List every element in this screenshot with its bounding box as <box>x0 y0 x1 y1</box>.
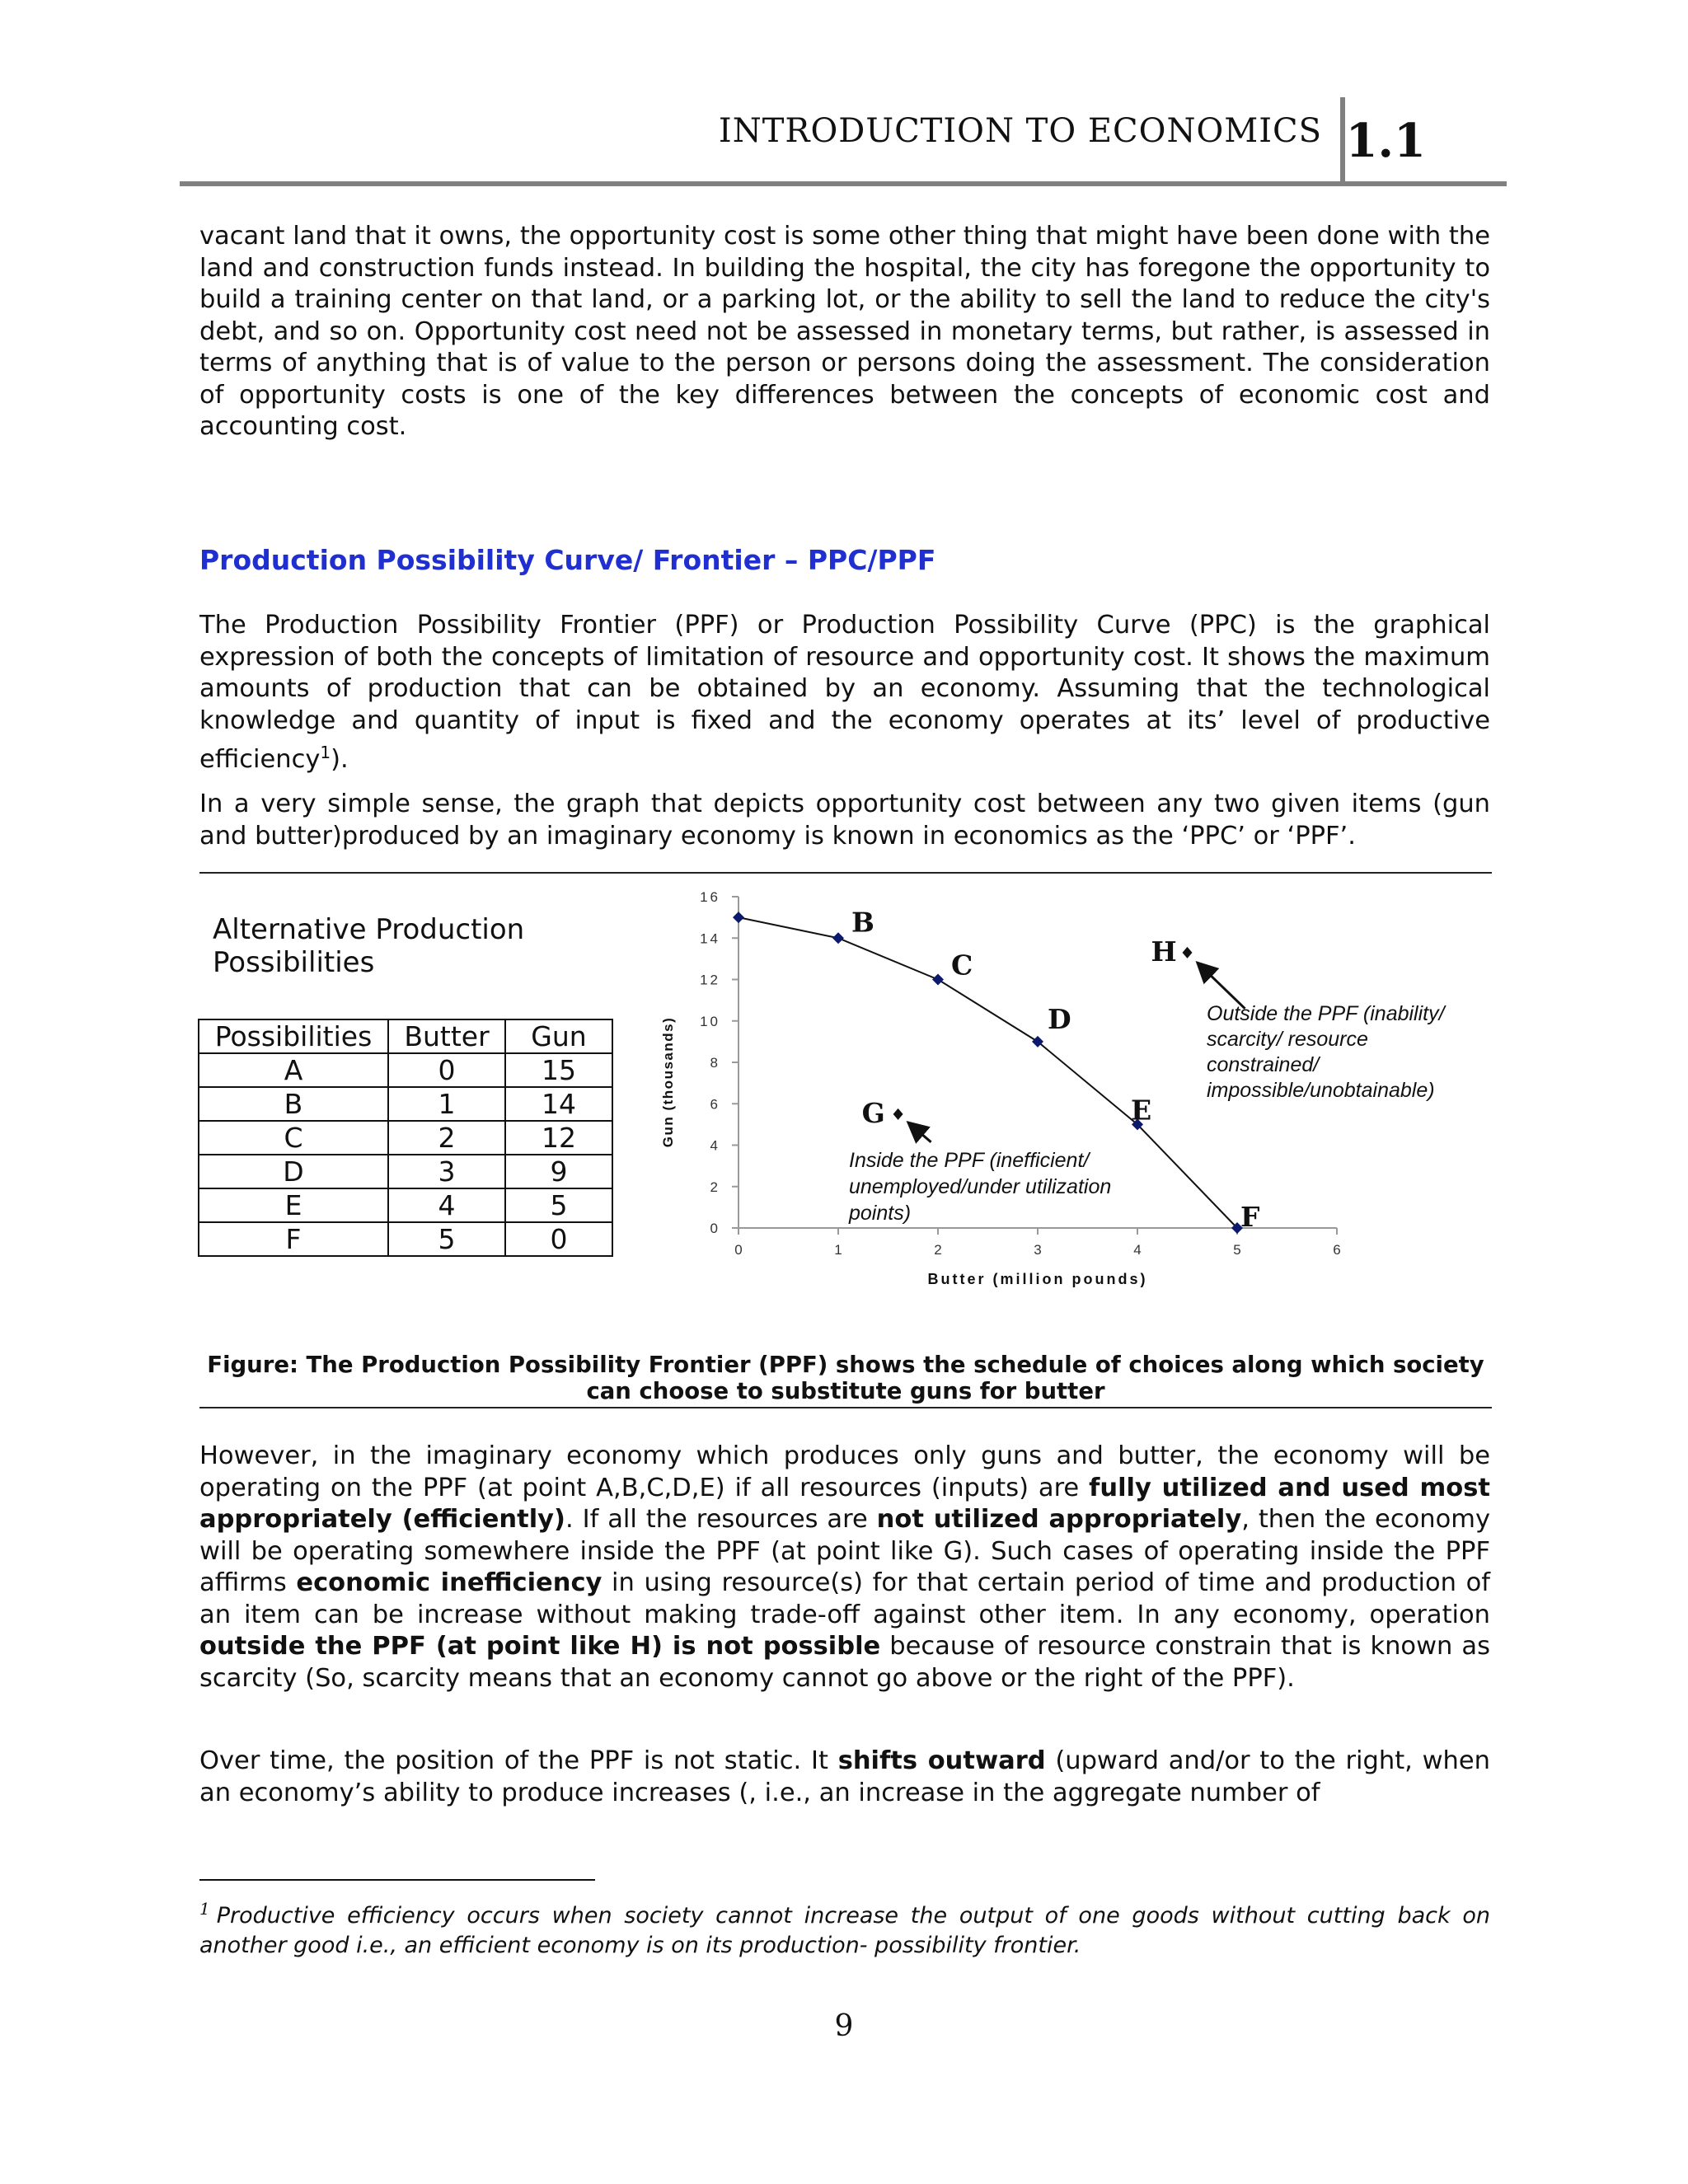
y-tick-label: 4 <box>710 1137 720 1154</box>
para4-text-1: However, in the imaginary economy which produces only guns and butter, the economy will be operating on the PPF (at point A,B,C,D,E) if all resources (inputs) are <box>199 1441 1490 1502</box>
table-cell: 14 <box>505 1087 612 1121</box>
paragraph-operating-ppf <box>199 1441 1490 1694</box>
table-cell: 3 <box>388 1155 505 1188</box>
table-title-line1: Alternative Production <box>213 913 525 946</box>
y-tick-label: 12 <box>700 972 720 988</box>
table-cell: 4 <box>388 1188 505 1222</box>
footnote <box>199 1894 1490 1961</box>
header-title: INTRODUCTION TO ECONOMICS <box>718 112 1322 150</box>
ppf-chart <box>643 874 1517 1302</box>
paragraph-opportunity-cost: vacant land that it owns, the opportunity cost is some other thing that might have been done with the land and construction funds instead. In building the hospital, the city has foregone the opportunity to build a training center on that land, or a parking lot, or the ability to sell the land to reduce the city's debt, and so on. Opportunity cost need not be assessed in monetary terms, but rather, is assessed in terms of anything that is of value to the person or persons doing the assessment. The consideration of opportunity costs is one of the key differences between the concepts of economic cost and accounting cost. <box>199 222 1490 441</box>
table-cell: 1 <box>388 1087 505 1121</box>
table-header-cell: Butter <box>388 1019 505 1053</box>
x-tick-label: 6 <box>1333 1242 1341 1258</box>
paragraph-ppf-shift <box>199 1746 1490 1809</box>
table-cell: 12 <box>505 1121 612 1155</box>
x-axis-label: Butter (million pounds) <box>927 1271 1148 1287</box>
table-cell: 2 <box>388 1121 505 1155</box>
point-label-f: F <box>1240 1201 1260 1233</box>
table-cell: E <box>199 1188 388 1222</box>
ppf-point <box>832 932 844 944</box>
annotation-inside-line: points) <box>849 1202 912 1225</box>
ppf-point <box>733 912 744 923</box>
footnote-rule <box>199 1879 595 1881</box>
y-tick-label: 2 <box>710 1179 720 1195</box>
point-label-g: G <box>861 1096 885 1129</box>
table-cell: A <box>199 1053 388 1087</box>
table-cell: D <box>199 1155 388 1188</box>
annotation-outside-line: constrained/ <box>1207 1053 1320 1076</box>
annotation-inside-line: unemployed/under utilization <box>849 1175 1112 1198</box>
y-tick-label: 8 <box>710 1055 720 1071</box>
point-h <box>1183 947 1193 958</box>
x-tick-label: 4 <box>1133 1242 1142 1258</box>
point-label-d: D <box>1048 1002 1071 1035</box>
page-number: 9 <box>834 2009 854 2043</box>
table-cell: 5 <box>388 1222 505 1256</box>
para4-text-2: . If all the resources are <box>565 1505 877 1534</box>
para4-text-3: , then the economy will be operating somewhere inside the PPF (at point like G). Such cases of operating inside the PPF affirms <box>199 1505 1491 1597</box>
table-row <box>199 1155 612 1188</box>
para4-text-5: because of resource constrain that is known as scarcity (So, scarcity means that an economy cannot go above or the right of the PPF). <box>199 1632 1491 1693</box>
para4-bold-1: fully utilized and used most appropriately (efficiently) <box>199 1473 1490 1534</box>
para4-bold-2: not utilized appropriately <box>876 1505 1242 1534</box>
table-header-cell: Possibilities <box>199 1019 388 1053</box>
point-label-e: E <box>1131 1094 1152 1127</box>
x-tick-label: 0 <box>734 1242 743 1258</box>
para4-bold-3: economic inefficiency <box>296 1568 603 1597</box>
table-title-line2: Possibilities <box>213 946 375 979</box>
x-tick-label: 5 <box>1233 1242 1241 1258</box>
figure-bottom-rule <box>199 1407 1492 1408</box>
table-cell: F <box>199 1222 388 1256</box>
y-tick-label: 14 <box>700 930 720 947</box>
table-cell: 9 <box>505 1155 612 1188</box>
x-tick-label: 3 <box>1034 1242 1042 1258</box>
x-tick-label: 1 <box>834 1242 842 1258</box>
table-row <box>199 1121 612 1155</box>
section-title: Production Possibility Curve/ Frontier – PPC/PPF <box>199 544 936 576</box>
y-tick-label: 6 <box>710 1096 720 1113</box>
point-label-c: C <box>951 949 973 982</box>
paragraph-gun-butter: In a very simple sense, the graph that depicts opportunity cost between any two given items (gun and butter)produced by an imaginary economy is known in economics as the ‘PPC’ or ‘PPF’. <box>199 790 1490 851</box>
chapter-number: 1.1 <box>1345 114 1426 168</box>
para5-bold-1: shifts outward <box>837 1746 1046 1775</box>
point-label-h: H <box>1151 935 1177 968</box>
footnote-text: Productive efficiency occurs when society cannot increase the output of one goods without cutting back on another good i.e., an efficient economy is on its production- possibility frontier. <box>199 1903 1490 1958</box>
para4-bold-4: outside the PPF (at point like H) is not possible <box>199 1632 881 1661</box>
ppf-definition-tail: ). <box>331 745 349 775</box>
annotation-inside-line: Inside the PPF (inefficient/ <box>849 1149 1090 1172</box>
table-cell: 5 <box>505 1188 612 1222</box>
annotation-outside-line: Outside the PPF (inability/ <box>1207 1002 1445 1025</box>
point-label-b: B <box>851 906 874 939</box>
table-row <box>199 1222 612 1256</box>
y-tick-label: 16 <box>700 889 720 905</box>
annotation-outside-line: scarcity/ resource <box>1207 1028 1368 1051</box>
table-cell: 0 <box>505 1222 612 1256</box>
table-cell: C <box>199 1121 388 1155</box>
point-g <box>893 1108 903 1120</box>
para5-text-1: Over time, the position of the PPF is not static. It <box>199 1746 838 1775</box>
ppf-point <box>932 974 944 986</box>
paragraph-ppf-definition <box>199 610 1490 776</box>
y-tick-label: 10 <box>700 1013 720 1029</box>
table-cell: B <box>199 1087 388 1121</box>
page-header <box>180 97 1507 186</box>
table-row <box>199 1087 612 1121</box>
y-axis-label: Gun (thousands) <box>660 1016 676 1148</box>
para5-text-2: (upward and/or to the right, when an economy’s ability to produce increases (, i.e., an increase in the aggregate number of <box>199 1746 1490 1807</box>
x-tick-label: 2 <box>934 1242 942 1258</box>
table-row <box>199 1053 612 1087</box>
header-divider <box>1340 97 1345 181</box>
table-header-cell: Gun <box>505 1019 612 1053</box>
figure-caption: Figure: The Production Possibility Frontier (PPF) shows the schedule of choices along which society can choose to substitute guns for butter <box>207 1352 1484 1404</box>
table-row <box>199 1188 612 1222</box>
possibilities-table <box>198 1019 613 1257</box>
table-title <box>213 913 524 979</box>
table-header-row <box>199 1019 612 1053</box>
ppf-definition-text: The Production Possibility Frontier (PPF) or Production Possibility Curve (PPC) is the graphical expression of both the concepts of limitation of resource and opportunity cost. It shows the maximum amounts of production that can be obtained by an economy. Assuming that the technological knowledge and quantity of input is fixed and the economy operates at its’ level of productive efficiency <box>199 611 1490 775</box>
footnote-ref[interactable]: 1 <box>320 743 331 762</box>
annotation-outside-line: impossible/unobtainable) <box>1207 1079 1435 1102</box>
para4-text-4: in using resource(s) for that certain period of time and production of an item can be increase without making trade-off against other item. In any economy, operation <box>199 1568 1491 1629</box>
table-cell: 0 <box>388 1053 505 1087</box>
y-tick-label: 0 <box>710 1221 720 1236</box>
arrow-g <box>908 1122 931 1142</box>
footnote-marker: 1 <box>199 1899 210 1919</box>
table-cell: 15 <box>505 1053 612 1087</box>
